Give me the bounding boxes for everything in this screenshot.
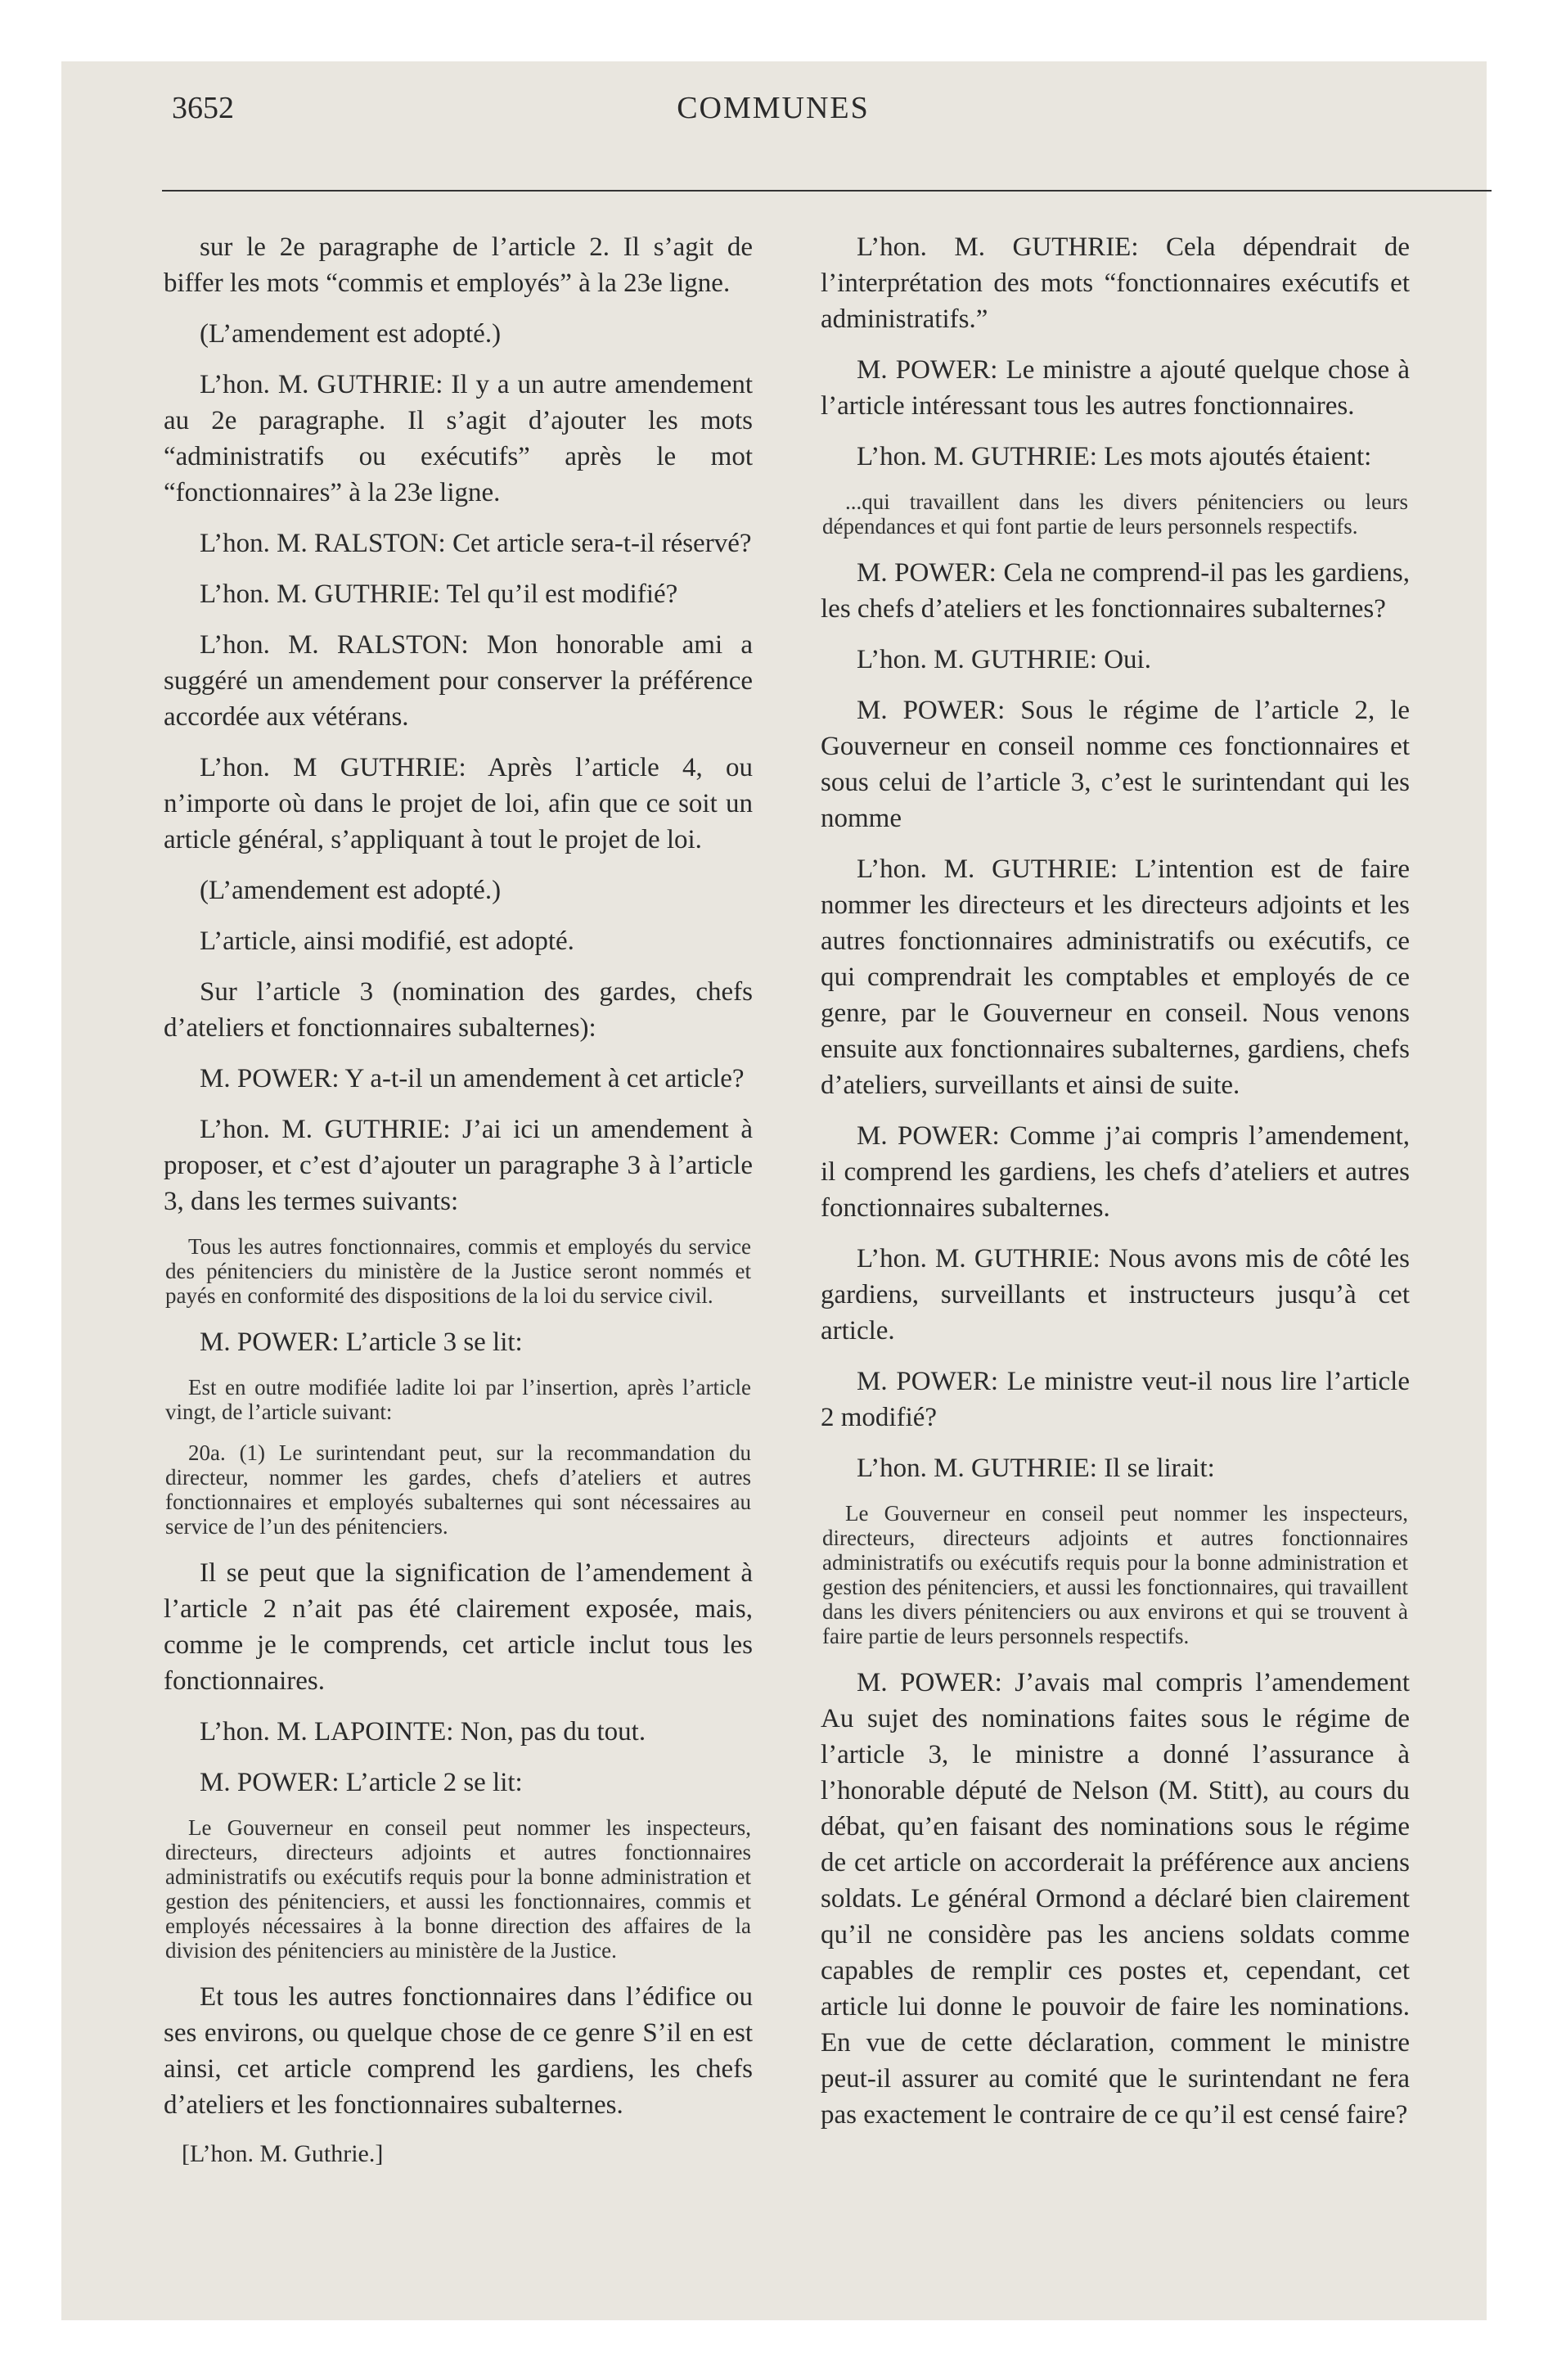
- paragraph: M. POWER: Sous le régime de l’article 2, le Gouverneur en conseil nomme ces fonctionnaires et sous celui de l’article 3, c’est le surintendant qui les nomme: [821, 696, 1410, 833]
- paragraph: L’hon. M. GUTHRIE: Oui.: [857, 645, 1151, 674]
- paragraph: L’hon. M. RALSTON: Cet article sera-t-il réservé?: [200, 529, 752, 558]
- left-column: [164, 229, 753, 2170]
- paragraph: L’hon. M. GUTHRIE: L’intention est de faire nommer les directeurs et les directeurs adjoints et les autres fonctionnaires administratifs ou exécutifs, ce qui comprendrait les comptables et employés de ce genre, par le Gouverneur en conseil. Nous venons ensuite aux fonctionnaires subalternes, gardiens, chefs d’ateliers, surveillants et ainsi de suite.: [821, 854, 1410, 1100]
- paragraph: L’hon. M. LAPOINTE: Non, pas du tout.: [200, 1717, 646, 1747]
- paragraph: M. POWER: L’article 3 se lit:: [200, 1327, 523, 1357]
- paragraph: L’hon. M. GUTHRIE: Il y a un autre amendement au 2e paragraphe. Il s’agit d’ajouter les mots “administratifs ou exécutifs” après le mot “fonctionnaires” à la 23e ligne.: [164, 370, 753, 507]
- paragraph: L’hon. M. GUTHRIE: Tel qu’il est modifié?: [200, 579, 678, 609]
- paragraph: L’hon. M. GUTHRIE: Il se lirait:: [857, 1454, 1215, 1483]
- header-rule: [162, 190, 1492, 192]
- quoted-text: ...qui travaillent dans les divers pénitenciers ou leurs dépendances et qui font partie de leurs personnels respectifs.: [822, 489, 1408, 539]
- page-number: 3652: [172, 91, 234, 125]
- paragraph: L’article, ainsi modifié, est adopté.: [200, 926, 574, 956]
- quoted-text: 20a. (1) Le surintendant peut, sur la recommandation du directeur, nommer les gardes, chefs d’ateliers et autres fonctionnaires et employés subalternes qui sont nécessaires au service de l’un des pénitenciers.: [165, 1440, 751, 1539]
- attribution: [L’hon. M. Guthrie.]: [182, 2140, 384, 2167]
- paragraph: Et tous les autres fonctionnaires dans l’édifice ou ses environs, ou quelque chose de ce genre S’il en est ainsi, cet article comprend les gardiens, les chefs d’ateliers et les fonctionnaires subalternes.: [164, 1982, 753, 2120]
- quoted-text: Est en outre modifiée ladite loi par l’insertion, après l’article vingt, de l’article suivant:: [165, 1375, 751, 1424]
- paragraph: L’hon. M. GUTHRIE: J’ai ici un amendement à proposer, et c’est d’ajouter un paragraphe 3 à l’article 3, dans les termes suivants:: [164, 1115, 753, 1216]
- quoted-text: Le Gouverneur en conseil peut nommer les inspecteurs, directeurs, directeurs adjoints et autres fonctionnaires administratifs ou exécutifs requis pour la bonne administration et gestion des pénitenciers, et aussi les fonctionnaires, commis et employés nécessaires à la bonne direction des affaires de la division des pénitenciers au ministère de la Justice.: [165, 1815, 751, 1963]
- paragraph: L’hon. M. GUTHRIE: Cela dépendrait de l’interprétation des mots “fonctionnaires exécutifs et administratifs.”: [821, 232, 1410, 334]
- paragraph: sur le 2e paragraphe de l’article 2. Il s’agit de biffer les mots “commis et employés” à la 23e ligne.: [164, 232, 753, 298]
- paragraph: M. POWER: Le ministre a ajouté quelque chose à l’article intéressant tous les autres fonctionnaires.: [821, 355, 1410, 421]
- running-head-title: COMMUNES: [677, 91, 870, 125]
- paragraph: Sur l’article 3 (nomination des gardes, chefs d’ateliers et fonctionnaires subalternes):: [164, 977, 753, 1043]
- paragraph: L’hon. M. GUTHRIE: Les mots ajoutés étaient:: [857, 442, 1372, 471]
- paragraph: M. POWER: Y a-t-il un amendement à cet article?: [200, 1064, 745, 1093]
- paragraph: Il se peut que la signification de l’amendement à l’article 2 n’ait pas été clairement exposée, mais, comme je le comprends, cet article inclut tous les fonctionnaires.: [164, 1558, 753, 1696]
- paragraph: M. POWER: Cela ne comprend-il pas les gardiens, les chefs d’ateliers et les fonctionnaires subalternes?: [821, 558, 1410, 624]
- paragraph: L’hon. M. RALSTON: Mon honorable ami a suggéré un amendement pour conserver la préférence accordée aux vétérans.: [164, 630, 753, 732]
- quoted-text: Tous les autres fonctionnaires, commis et employés du service des pénitenciers du ministère de la Justice seront nommés et payés en conformité des dispositions de la loi du service civil.: [165, 1234, 751, 1308]
- paragraph: M. POWER: Comme j’ai compris l’amendement, il comprend les gardiens, les chefs d’ateliers et autres fonctionnaires subalternes.: [821, 1121, 1410, 1223]
- page-header: [110, 90, 1436, 156]
- paragraph: L’hon. M. GUTHRIE: Nous avons mis de côté les gardiens, surveillants et instructeurs jusqu’à cet article.: [821, 1244, 1410, 1346]
- paragraph: M. POWER: L’article 2 se lit:: [200, 1768, 523, 1797]
- paragraph: L’hon. M GUTHRIE: Après l’article 4, ou n’importe où dans le projet de loi, afin que ce soit un article général, s’appliquant à tout le projet de loi.: [164, 753, 753, 854]
- paragraph: (L’amendement est adopté.): [200, 319, 502, 349]
- right-column: [821, 229, 1410, 2148]
- paragraph: M. POWER: J’avais mal compris l’amendement Au sujet des nominations faites sous le régime de l’article 3, le ministre a donné l’assurance à l’honorable député de Nelson (M. Stitt), au cours du débat, qu’en faisant des nominations sous le régime de cet article on accorderait la préférence aux anciens soldats. Le général Ormond a déclaré bien clairement qu’il ne considère pas les anciens soldats comme capables de remplir ces postes et, cependant, cet article lui donne le pouvoir de faire les nominations. En vue de cette déclaration, comment le ministre peut-il assurer au comité que le surintendant ne fera pas exactement le contraire de ce qu’il est censé faire?: [821, 1668, 1410, 2130]
- paragraph: M. POWER: Le ministre veut-il nous lire l’article 2 modifié?: [821, 1367, 1410, 1432]
- paragraph: (L’amendement est adopté.): [200, 876, 502, 905]
- quoted-text: Le Gouverneur en conseil peut nommer les inspecteurs, directeurs, directeurs adjoints et autres fonctionnaires administratifs ou exécutifs requis pour la bonne administration et gestion des pénitenciers, et aussi les fonctionnaires, qui travaillent dans les divers pénitenciers ou aux environs et qui se trouvent à faire partie de leurs personnels respectifs.: [822, 1501, 1408, 1648]
